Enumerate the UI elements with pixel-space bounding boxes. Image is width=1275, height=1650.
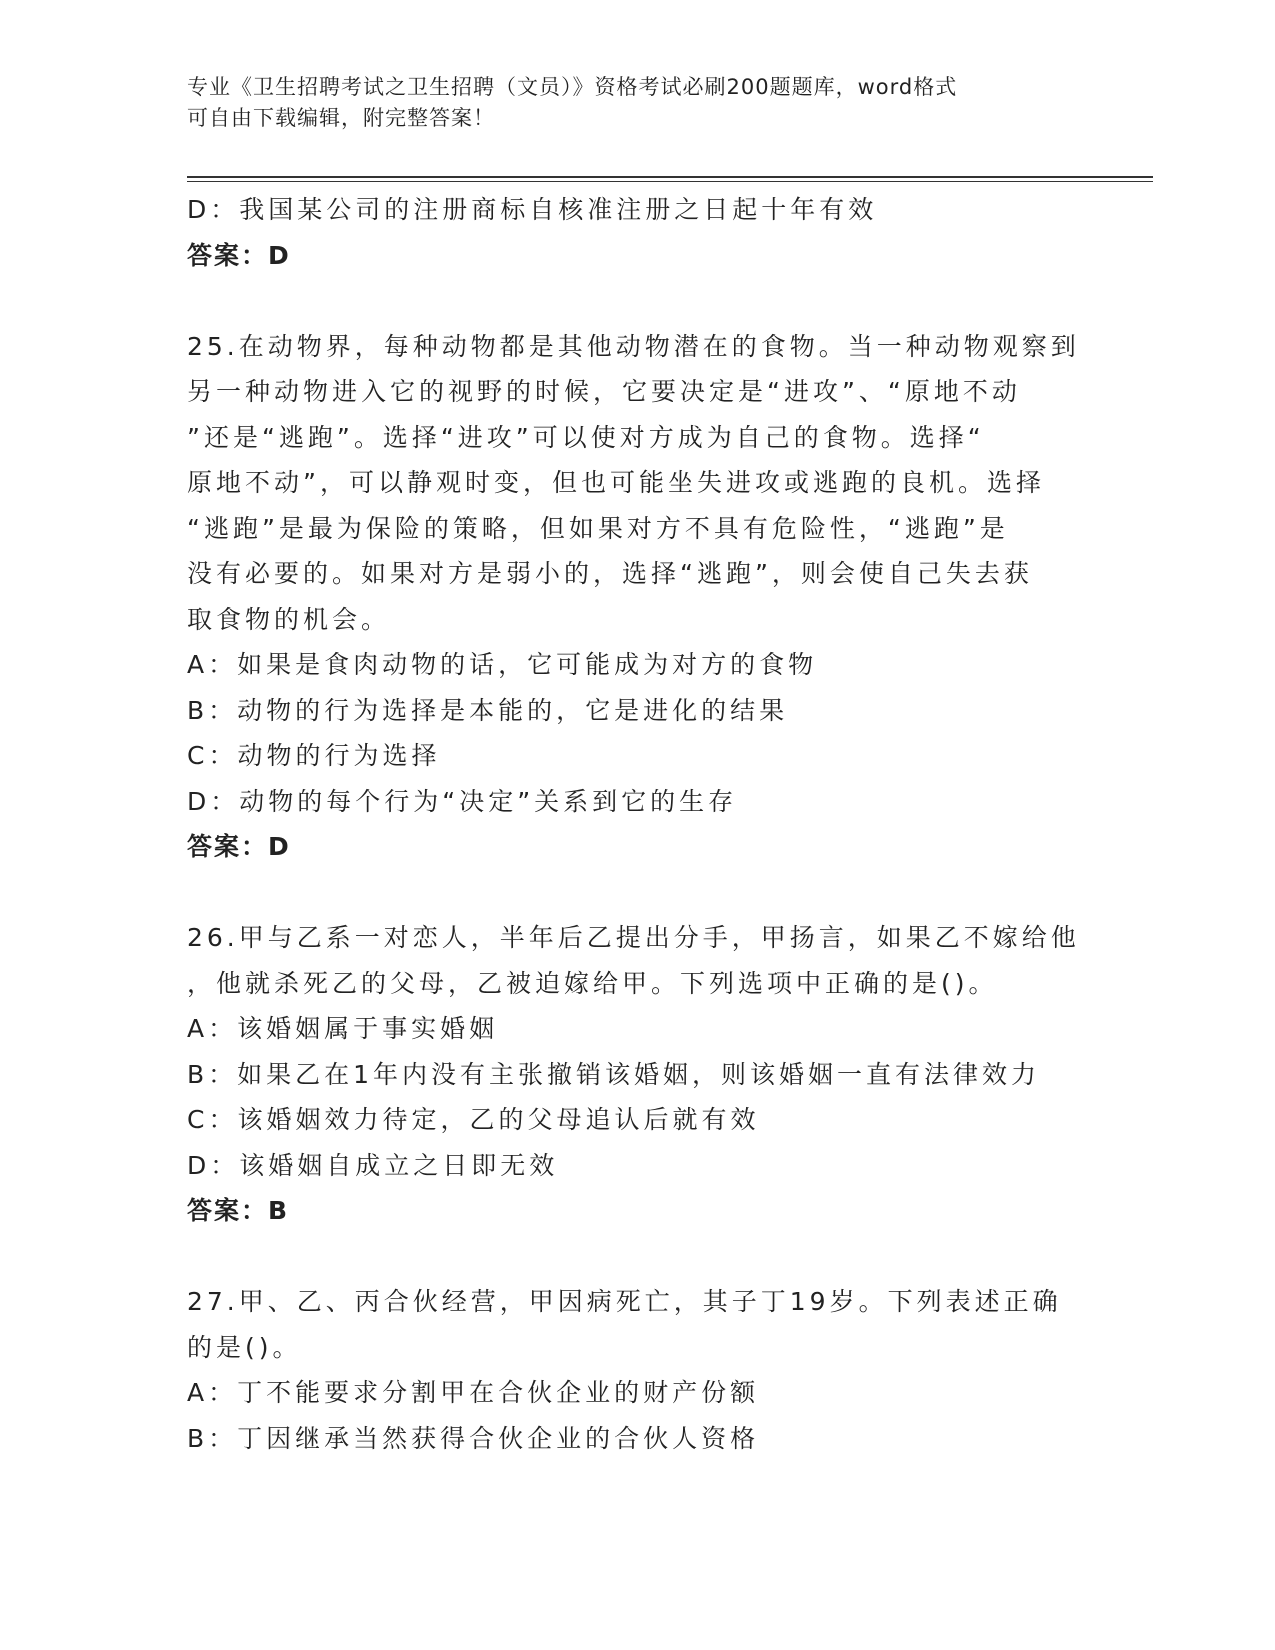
stem-line: ”还是“逃跑”。选择“进攻”可以使对方成为自己的食物。选择“ [187, 422, 985, 452]
stem-line: 取食物的机会。 [187, 604, 391, 634]
option-a: A：如果是食肉动物的话，它可能成为对方的食物 [187, 650, 818, 679]
answer-line: 答案：D [187, 240, 291, 270]
option-b: B：丁因继承当然获得合伙企业的合伙人资格 [187, 1423, 760, 1453]
stem-line: 原地不动”，可以静观时变，但也可能坐失进攻或逃跑的良机。选择 [187, 468, 1045, 497]
option-b: B：如果乙在1年内没有主张撤销该婚姻，则该婚姻一直有法律效力 [187, 1059, 1041, 1089]
question-stem [187, 324, 1087, 643]
spacer [187, 870, 1087, 916]
document-header [187, 72, 1067, 134]
option-d: D：该婚姻自成立之日即无效 [187, 1150, 559, 1180]
option-c: C：动物的行为选择 [187, 741, 441, 770]
option-a: A：丁不能要求分割甲在合伙企业的财产份额 [187, 1378, 760, 1407]
stem-line: ，他就杀死乙的父母，乙被迫嫁给甲。下列选项中正确的是()。 [187, 968, 998, 998]
stem-line: 另一种动物进入它的视野的时候，它要决定是“进攻”、“原地不动 [187, 377, 1021, 406]
option-c: C：该婚姻效力待定，乙的父母追认后就有效 [187, 1105, 760, 1134]
stem-line: 的是()。 [187, 1332, 302, 1362]
stem-line: “逃跑”是最为保险的策略，但如果对方不具有危险性，“逃跑”是 [187, 513, 1009, 543]
stem-line: 26.甲与乙系一对恋人，半年后乙提出分手，甲扬言，如果乙不嫁给他 [187, 923, 1080, 952]
answer-line: 答案：B [187, 1196, 290, 1225]
option-d: D：动物的每个行为“决定”关系到它的生存 [187, 786, 738, 816]
option-d: D：我国某公司的注册商标自核准注册之日起十年有效 [187, 195, 878, 224]
option-a: A：该婚姻属于事实婚姻 [187, 1014, 499, 1043]
spacer [187, 1234, 1087, 1280]
question-stem [187, 915, 1087, 1006]
question-26 [187, 915, 1087, 1234]
header-line-1: 专业《卫生招聘考试之卫生招聘（文员）》资格考试必刷200题题库，word格式 [187, 75, 958, 99]
document-body [187, 187, 1087, 1461]
header-divider-thin [187, 181, 1153, 182]
stem-line: 25.在动物界，每种动物都是其他动物潜在的食物。当一种动物观察到 [187, 331, 1080, 361]
question-25 [187, 324, 1087, 870]
spacer [187, 278, 1087, 324]
question-stem [187, 1279, 1087, 1370]
question-27 [187, 1279, 1087, 1461]
stem-line: 没有必要的。如果对方是弱小的，选择“逃跑”，则会使自己失去获 [187, 559, 1033, 588]
question-24-tail [187, 187, 1087, 278]
header-line-2: 可自由下载编辑，附完整答案！ [187, 106, 495, 130]
header-divider-thick [187, 176, 1153, 178]
option-b: B：动物的行为选择是本能的，它是进化的结果 [187, 695, 789, 725]
answer-line: 答案：D [187, 832, 291, 861]
stem-line: 27.甲、乙、丙合伙经营，甲因病死亡，其子丁19岁。下列表述正确 [187, 1287, 1062, 1316]
